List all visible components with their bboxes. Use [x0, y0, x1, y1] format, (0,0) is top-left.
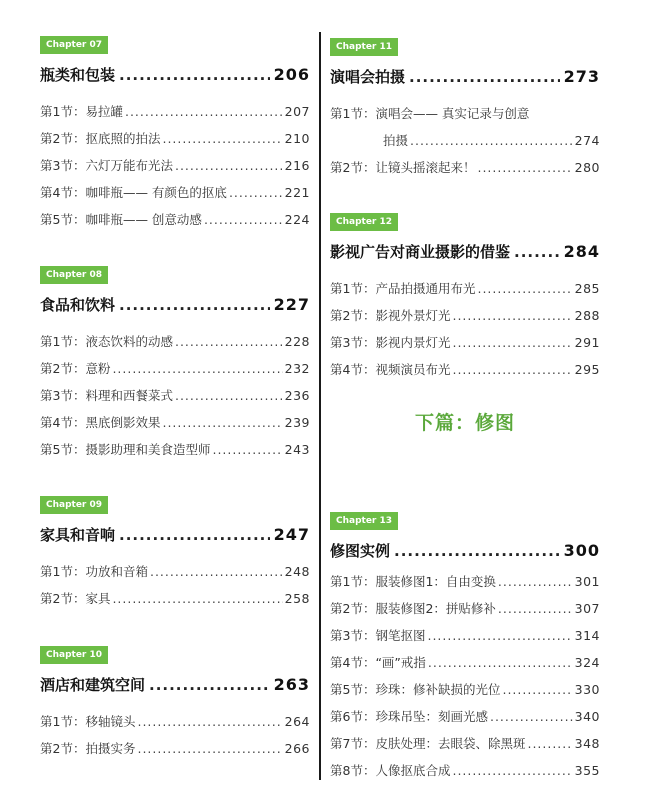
leader-dots — [137, 741, 282, 756]
toc-entry[interactable] — [40, 129, 310, 156]
leader-dots — [149, 676, 270, 694]
leader-dots — [452, 335, 572, 350]
leader-dots — [162, 131, 282, 146]
chapter-title-row[interactable] — [330, 241, 600, 265]
leader-dots — [477, 281, 572, 296]
entry-page: 355 — [574, 763, 600, 778]
toc-entry[interactable] — [330, 572, 600, 599]
chapter-badge: Chapter 13 — [330, 512, 398, 530]
toc-entry[interactable] — [40, 562, 310, 589]
leader-dots — [452, 308, 572, 323]
entry-label: 第5节：咖啡瓶—— 创意动感 — [40, 212, 202, 227]
toc-entry[interactable] — [330, 680, 600, 707]
entry-label: 第2节：意粉 — [40, 361, 111, 376]
chapter-title: 演唱会拍摄 — [330, 68, 406, 86]
entry-label: 第3节：影视内景灯光 — [330, 335, 451, 350]
chapter-title-row[interactable] — [40, 64, 310, 88]
chapter-title: 食品和饮料 — [40, 296, 116, 314]
chapter-11 — [330, 34, 600, 185]
leader-dots — [175, 388, 283, 403]
entry-page: 243 — [284, 442, 310, 457]
chapter-badge: Chapter 10 — [40, 646, 108, 664]
leader-dots — [125, 104, 283, 119]
entry-page: 221 — [284, 185, 310, 200]
entry-page: 239 — [284, 415, 310, 430]
toc-entry[interactable] — [40, 386, 310, 413]
leader-dots — [514, 243, 560, 261]
leader-dots — [452, 362, 572, 377]
entry-page: 248 — [284, 564, 310, 579]
chapter-08 — [40, 262, 310, 467]
entry-page: 307 — [574, 601, 600, 616]
chapter-title: 酒店和建筑空间 — [40, 676, 146, 694]
leader-dots — [498, 601, 573, 616]
entry-label: 第2节：服装修图2：拼贴修补 — [330, 601, 496, 616]
entry-page: 264 — [284, 714, 310, 729]
toc-entry[interactable] — [330, 707, 600, 734]
entry-label: 第3节：钢笔抠图 — [330, 628, 426, 643]
entry-label: 第1节：功放和音箱 — [40, 564, 148, 579]
toc-entry-line2[interactable] — [330, 131, 600, 158]
chapter-title: 家具和音响 — [40, 526, 116, 544]
leader-dots — [477, 160, 572, 175]
leader-dots — [112, 591, 282, 606]
chapter-12 — [330, 209, 600, 387]
entry-label: 第2节：家具 — [40, 591, 111, 606]
entry-list — [330, 572, 600, 788]
entry-label: 第6节：珍珠吊坠：刻画光感 — [330, 709, 488, 724]
leader-dots — [119, 526, 270, 544]
leader-dots — [204, 212, 283, 227]
entry-label: 第5节：珍珠：修补缺损的光位 — [330, 682, 501, 697]
leader-dots — [137, 714, 282, 729]
chapter-page: 300 — [563, 541, 600, 560]
chapter-title-row[interactable] — [330, 540, 600, 564]
entry-page: 288 — [574, 308, 600, 323]
toc-entry-line1[interactable] — [330, 104, 600, 131]
entry-page: 314 — [574, 628, 600, 643]
entry-label: 第1节：演唱会—— 真实记录与创意 — [330, 106, 530, 121]
entry-page: 236 — [284, 388, 310, 403]
entry-label: 第4节：视频演员布光 — [330, 362, 451, 377]
entry-list — [40, 102, 310, 237]
toc-entry[interactable] — [40, 739, 310, 766]
entry-label: 第2节：让镜头摇滚起来！ — [330, 160, 476, 175]
entry-list — [330, 104, 600, 185]
entry-page: 210 — [284, 131, 310, 146]
entry-page: 266 — [284, 741, 310, 756]
entry-label: 第7节：皮肤处理：去眼袋、除黑斑 — [330, 736, 526, 751]
leader-dots — [410, 133, 573, 148]
entry-label: 第8节：人像抠底合成 — [330, 763, 451, 778]
toc-entry[interactable] — [330, 333, 600, 360]
toc-entry[interactable] — [40, 359, 310, 386]
toc-entry[interactable] — [40, 589, 310, 616]
chapter-title: 瓶类和包装 — [40, 66, 116, 84]
part-heading: 下篇：修图 — [414, 412, 515, 434]
chapter-13 — [330, 508, 600, 788]
chapter-page: 263 — [273, 675, 310, 694]
entry-list — [40, 562, 310, 616]
chapter-title: 修图实例 — [330, 542, 391, 560]
entry-label: 第4节：“画”戒指 — [330, 655, 426, 670]
toc-entry[interactable] — [40, 102, 310, 129]
toc-entry[interactable] — [40, 440, 310, 467]
leader-dots — [527, 736, 572, 751]
toc-entry[interactable] — [40, 332, 310, 359]
entry-label: 第1节：易拉罐 — [40, 104, 123, 119]
entry-label: 第3节：六灯万能布光法 — [40, 158, 173, 173]
entry-page: 228 — [284, 334, 310, 349]
entry-page: 216 — [284, 158, 310, 173]
column-divider — [319, 32, 321, 780]
entry-label: 第4节：黑底倒影效果 — [40, 415, 161, 430]
entry-label: 第1节：移轴镜头 — [40, 714, 136, 729]
toc-entry[interactable] — [40, 712, 310, 739]
chapter-title-row[interactable] — [330, 66, 600, 90]
entry-page: 295 — [574, 362, 600, 377]
leader-dots — [502, 682, 572, 697]
chapter-page: 284 — [563, 242, 600, 261]
toc-entry[interactable] — [330, 599, 600, 626]
entry-label: 第3节：料理和西餐菜式 — [40, 388, 173, 403]
chapter-title-row[interactable] — [40, 674, 310, 698]
leader-dots — [175, 158, 283, 173]
chapter-page: 273 — [563, 67, 600, 86]
toc-entry[interactable] — [40, 156, 310, 183]
entry-label: 第2节：拍摄实务 — [40, 741, 136, 756]
toc-entry[interactable] — [330, 279, 600, 306]
chapter-07 — [40, 32, 310, 237]
toc-entry[interactable] — [330, 360, 600, 387]
chapter-page: 206 — [273, 65, 310, 84]
entry-page: 330 — [574, 682, 600, 697]
chapter-page: 247 — [273, 525, 310, 544]
leader-dots — [212, 442, 282, 457]
chapter-badge: Chapter 08 — [40, 266, 108, 284]
entry-label-cont: 拍摄 — [383, 133, 409, 148]
leader-dots — [409, 68, 560, 86]
entry-page: 274 — [574, 133, 600, 148]
toc-entry[interactable] — [330, 626, 600, 653]
leader-dots — [229, 185, 283, 200]
entry-list — [330, 279, 600, 387]
entry-list — [40, 332, 310, 467]
chapter-09 — [40, 492, 310, 616]
leader-dots — [119, 296, 270, 314]
chapter-badge: Chapter 07 — [40, 36, 108, 54]
leader-dots — [112, 361, 282, 376]
entry-page: 207 — [284, 104, 310, 119]
chapter-title-row[interactable] — [40, 524, 310, 548]
chapter-badge: Chapter 09 — [40, 496, 108, 514]
toc-entry[interactable] — [330, 306, 600, 333]
entry-page: 224 — [284, 212, 310, 227]
entry-page: 348 — [574, 736, 600, 751]
chapter-title: 影视广告对商业摄影的借鉴 — [330, 243, 511, 261]
entry-page: 280 — [574, 160, 600, 175]
leader-dots — [452, 763, 572, 778]
toc-entry[interactable] — [40, 183, 310, 210]
entry-label: 第2节：抠底照的拍法 — [40, 131, 161, 146]
leader-dots — [428, 655, 573, 670]
toc-entry[interactable] — [40, 210, 310, 237]
toc-entry[interactable] — [330, 158, 600, 185]
entry-page: 232 — [284, 361, 310, 376]
leader-dots — [119, 66, 270, 84]
leader-dots — [150, 564, 283, 579]
entry-page: 258 — [284, 591, 310, 606]
chapter-badge: Chapter 11 — [330, 38, 398, 56]
toc-entry[interactable] — [40, 413, 310, 440]
entry-page: 340 — [574, 709, 600, 724]
entry-page: 301 — [574, 574, 600, 589]
leader-dots — [162, 415, 282, 430]
entry-page: 324 — [574, 655, 600, 670]
entry-label: 第2节：影视外景灯光 — [330, 308, 451, 323]
entry-label: 第1节：服装修图1：自由变换 — [330, 574, 496, 589]
toc-entry[interactable] — [330, 734, 600, 761]
leader-dots — [490, 709, 573, 724]
chapter-badge: Chapter 12 — [330, 213, 398, 231]
chapter-title-row[interactable] — [40, 294, 310, 318]
toc-entry[interactable] — [330, 761, 600, 788]
toc-entry[interactable] — [330, 653, 600, 680]
entry-label: 第1节：液态饮料的动感 — [40, 334, 173, 349]
entry-label: 第4节：咖啡瓶—— 有颜色的抠底 — [40, 185, 227, 200]
entry-page: 285 — [574, 281, 600, 296]
chapter-10 — [40, 642, 310, 766]
entry-page: 291 — [574, 335, 600, 350]
leader-dots — [498, 574, 573, 589]
leader-dots — [427, 628, 572, 643]
entry-label: 第5节：摄影助理和美食造型师 — [40, 442, 211, 457]
entry-label: 第1节：产品拍摄通用布光 — [330, 281, 476, 296]
leader-dots — [175, 334, 283, 349]
chapter-page: 227 — [273, 295, 310, 314]
leader-dots — [394, 542, 560, 560]
entry-list — [40, 712, 310, 766]
